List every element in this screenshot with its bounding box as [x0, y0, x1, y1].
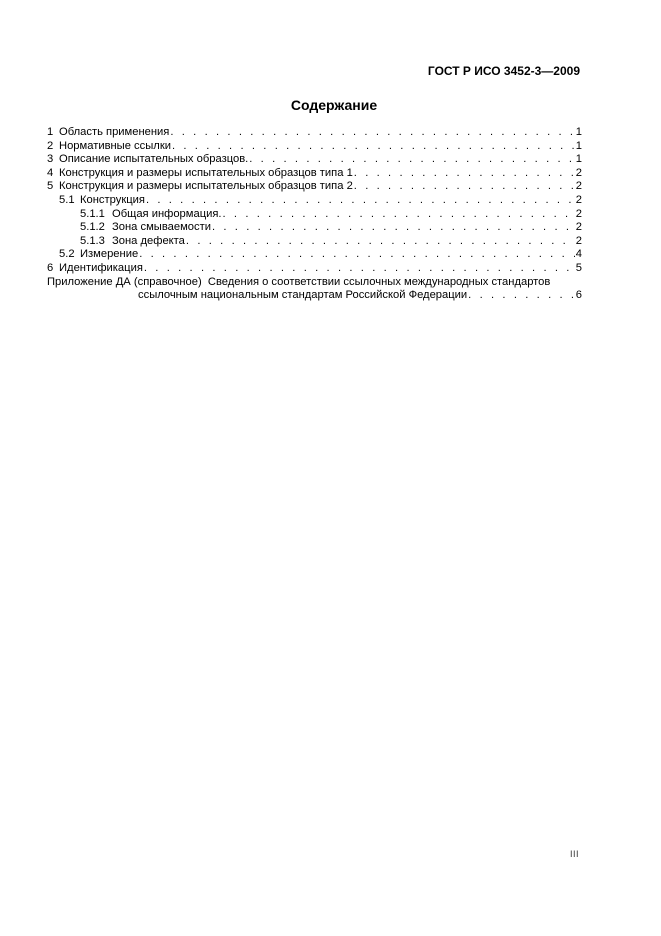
toc-entry-page: 2 — [575, 207, 582, 220]
toc-entry-label: Нормативные ссылки — [59, 139, 171, 152]
toc-entry-label: Область применения — [59, 126, 170, 138]
toc-entry-number: 6 — [47, 261, 54, 274]
toc-entry-5-1-1[interactable] — [47, 208, 582, 222]
toc-entry-5-1-2[interactable] — [47, 221, 582, 235]
toc-entry-label: Общая информация. — [112, 207, 222, 220]
toc-entry-page: 2 — [575, 234, 582, 247]
dot-leader — [223, 208, 575, 222]
table-of-contents — [47, 126, 582, 303]
toc-entry-number: 5.1.3 — [80, 234, 105, 247]
dot-leader — [468, 289, 575, 303]
toc-entry-label: Конструкция — [80, 193, 145, 206]
toc-entry-5-1[interactable] — [47, 194, 582, 208]
toc-entry-number: 5.1.2 — [80, 221, 105, 234]
dot-leader — [249, 153, 575, 167]
page-title: Содержание — [290, 97, 378, 113]
toc-entry-number: 5 — [47, 180, 54, 193]
appendix-title-line1: Сведения о соответствии ссылочных международных стандартов — [207, 275, 551, 288]
toc-entry-label: Конструкция и размеры испытательных образцов типа 1 — [59, 166, 353, 179]
dot-leader — [170, 126, 574, 140]
toc-entry-page: 2 — [575, 193, 582, 206]
toc-entry-label: Зона дефекта — [112, 234, 185, 247]
toc-appendix-line1[interactable] — [47, 276, 582, 290]
dot-leader — [172, 140, 575, 154]
dot-leader — [139, 248, 575, 262]
dot-leader — [354, 180, 575, 194]
toc-entry-page: 2 — [575, 166, 582, 179]
toc-entry-page: 1 — [575, 139, 582, 152]
toc-entry-5[interactable] — [47, 180, 582, 194]
toc-entry-label: Зона смываемости — [112, 221, 211, 234]
toc-entry-label: Конструкция и размеры испытательных образцов типа 2 — [59, 180, 353, 193]
toc-entry-number: 4 — [47, 166, 54, 179]
toc-entry-page: 4 — [575, 248, 582, 261]
toc-entry-page: 1 — [575, 126, 582, 138]
toc-appendix-line2[interactable] — [47, 289, 582, 303]
toc-entry-3[interactable] — [47, 153, 582, 167]
toc-entry-page: 6 — [575, 289, 582, 302]
toc-entry-number: 5.2 — [59, 248, 75, 261]
toc-entry-label: Идентификация — [59, 261, 143, 274]
toc-entry-label: Описание испытательных образцов. — [59, 153, 249, 166]
document-code: ГОСТ Р ИСО 3452-3—2009 — [427, 64, 580, 78]
page-number: III — [570, 849, 580, 859]
dot-leader — [144, 262, 575, 276]
toc-entry-1[interactable] — [47, 126, 582, 140]
toc-entry-page: 2 — [575, 221, 582, 234]
toc-entry-5-2[interactable] — [47, 248, 582, 262]
dot-leader — [354, 167, 575, 181]
toc-entry-number: 5.1 — [59, 193, 75, 206]
dot-leader — [146, 194, 575, 208]
dot-leader — [212, 221, 575, 235]
toc-entry-5-1-3[interactable] — [47, 235, 582, 249]
toc-entry-4[interactable] — [47, 167, 582, 181]
toc-entry-page: 2 — [575, 180, 582, 193]
toc-entry-6[interactable] — [47, 262, 582, 276]
toc-entry-number: 1 — [47, 126, 54, 138]
toc-entry-number: 2 — [47, 139, 54, 152]
appendix-title-line2: ссылочным национальным стандартам Российской Федерации — [138, 289, 468, 302]
toc-entry-number: 3 — [47, 153, 54, 166]
toc-entry-label: Измерение — [80, 248, 139, 261]
dot-leader — [186, 235, 575, 249]
toc-entry-page: 5 — [575, 261, 582, 274]
appendix-prefix: Приложение ДА (справочное) — [47, 275, 202, 288]
toc-entry-page: 1 — [575, 153, 582, 166]
toc-entry-number: 5.1.1 — [80, 207, 105, 220]
toc-entry-2[interactable] — [47, 140, 582, 154]
